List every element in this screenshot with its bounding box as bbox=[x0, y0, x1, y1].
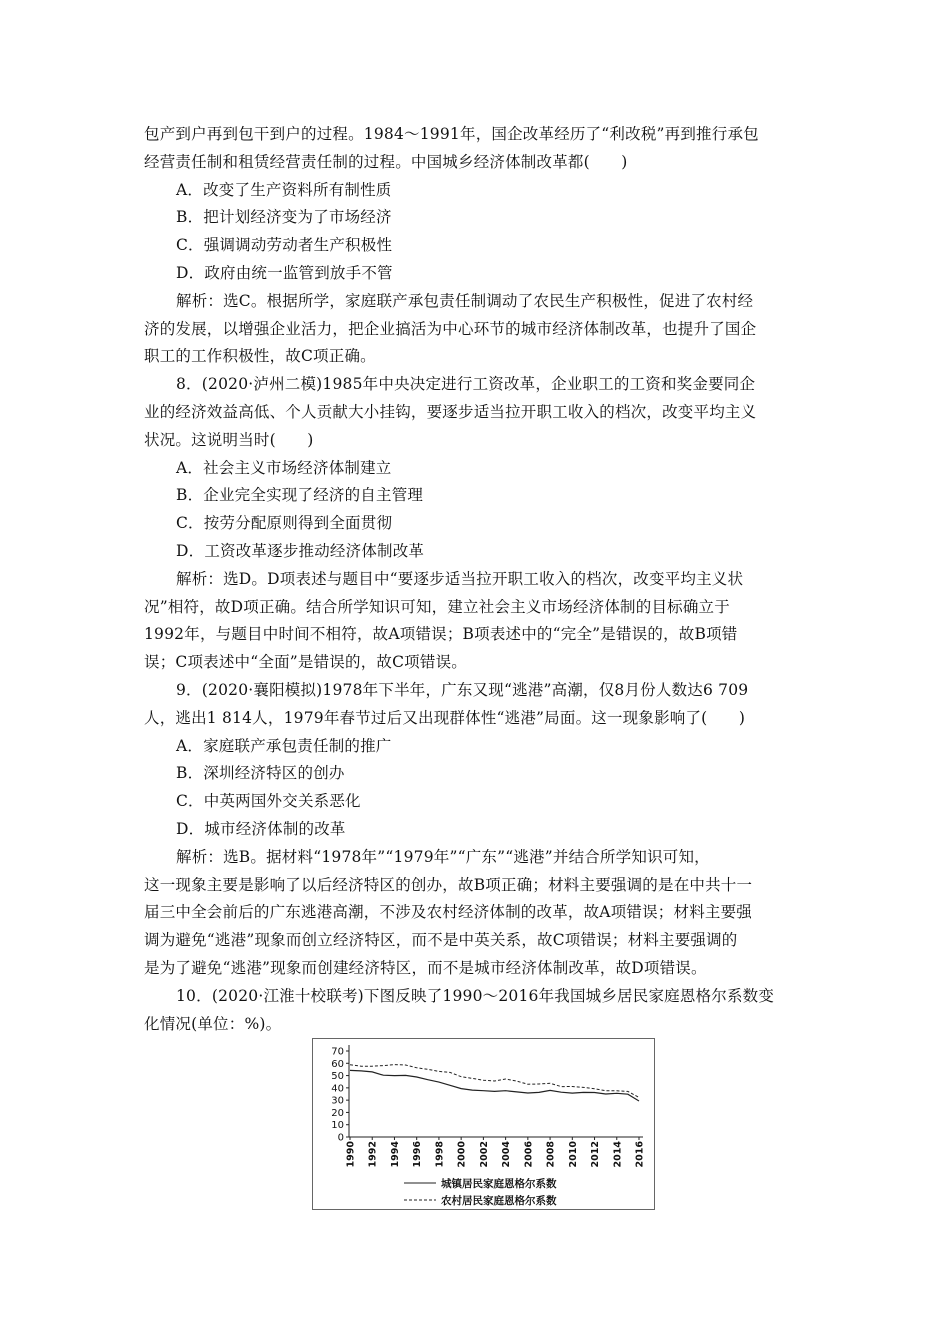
y-tick-label: 0 bbox=[337, 1132, 344, 1144]
text-line: 是为了避免“逃港”现象而创建经济特区，而不是城市经济体制改革，故D项错误。 bbox=[144, 959, 707, 977]
x-tick-label: 2016 bbox=[634, 1141, 646, 1168]
x-tick-label: 2014 bbox=[612, 1141, 624, 1168]
x-tick-label: 2004 bbox=[501, 1141, 513, 1168]
text-line: 化情况(单位：%)。 bbox=[144, 1014, 282, 1033]
y-tick-label: 50 bbox=[331, 1071, 344, 1083]
text-line: 解析：选B。据材料“1978年”“1979年”“广东”“逃港”并结合所学知识可知， bbox=[176, 847, 710, 866]
legend-label-1: 农村居民家庭恩格尔系数 bbox=[441, 1195, 557, 1207]
text-line: B．把计划经济变为了市场经济 bbox=[176, 208, 392, 227]
text-line: 8．(2020·泸州二模)1985年中央决定进行工资改革，企业职工的工资和奖金要同企 bbox=[176, 375, 756, 394]
text-line: 经营责任制和租赁经营责任制的过程。中国城乡经济体制改革都( ) bbox=[144, 152, 628, 171]
x-tick-label: 1996 bbox=[412, 1141, 424, 1168]
text-line: 10．(2020·江淮十校联考)下图反映了1990～2016年我国城乡居民家庭恩格尔系数变 bbox=[176, 986, 775, 1005]
text-line: 解析：选D。D项表述与题目中“要逐步适当拉开职工收入的档次，改变平均主义状 bbox=[176, 569, 744, 588]
text-line: 业的经济效益高低、个人贡献大小挂钩，要逐步适当拉开职工收入的档次，改变平均主义 bbox=[144, 403, 757, 421]
y-tick-label: 40 bbox=[331, 1083, 344, 1095]
text-line: D．城市经济体制的改革 bbox=[176, 820, 346, 838]
chart-legend bbox=[404, 1177, 557, 1207]
series-lines bbox=[350, 1065, 639, 1101]
text-line: 调为避免“逃港”现象而创立经济特区，而不是中英关系，故C项错误；材料主要强调的 bbox=[144, 931, 738, 950]
y-tick-label: 70 bbox=[331, 1046, 344, 1058]
legend-label-0: 城镇居民家庭恩格尔系数 bbox=[441, 1178, 557, 1190]
text-line: 包产到户再到包干到户的过程。1984～1991年，国企改革经历了“利改税”再到推行承包 bbox=[144, 125, 759, 143]
x-axis bbox=[346, 1137, 646, 1167]
text-line: B．深圳经济特区的创办 bbox=[176, 764, 345, 783]
text-line: A．社会主义市场经济体制建立 bbox=[176, 458, 392, 477]
text-line: 1992年，与题目中时间不相符，故A项错误；B项表述中的“完全”是错误的，故B项错 bbox=[144, 625, 738, 644]
text-line: C．强调调动劳动者生产积极性 bbox=[176, 236, 393, 255]
text-line: 职工的工作积极性，故C项正确。 bbox=[144, 347, 376, 366]
engel-coefficient-chart bbox=[312, 1038, 655, 1210]
x-tick-label: 2002 bbox=[478, 1141, 490, 1168]
y-tick-label: 60 bbox=[331, 1058, 344, 1070]
x-tick-label: 1998 bbox=[434, 1141, 446, 1168]
x-tick-label: 2010 bbox=[567, 1141, 579, 1168]
text-line: 况”相符，故D项正确。结合所学知识可知，建立社会主义市场经济体制的目标确立于 bbox=[144, 597, 730, 616]
text-line: 届三中全会前后的广东逃港高潮，不涉及农村经济体制的改革，故A项错误；材料主要强 bbox=[144, 903, 752, 922]
text-line: A．家庭联产承包责任制的推广 bbox=[176, 736, 392, 755]
x-tick-label: 1990 bbox=[345, 1141, 357, 1168]
chart-svg bbox=[313, 1039, 654, 1209]
text-line: 误；C项表述中“全面”是错误的，故C项错误。 bbox=[144, 653, 467, 672]
text-line: 人，逃出1 814人，1979年春节过后又出现群体性“逃港”局面。这一现象影响了( ) bbox=[144, 708, 746, 727]
y-axis bbox=[331, 1045, 349, 1144]
text-line: 状况。这说明当时( ) bbox=[144, 430, 314, 449]
text-line: 济的发展，以增强企业活力，把企业搞活为中心环节的城市经济体制改革，也提升了国企 bbox=[144, 319, 757, 338]
text-line: D．政府由统一监管到放手不管 bbox=[176, 264, 393, 282]
text-line: A．改变了生产资料所有制性质 bbox=[176, 180, 392, 199]
text-line: C．中英两国外交关系恶化 bbox=[176, 792, 361, 811]
y-tick-label: 30 bbox=[331, 1095, 344, 1107]
x-tick-label: 1994 bbox=[389, 1141, 401, 1168]
y-tick-label: 20 bbox=[331, 1107, 344, 1119]
x-tick-label: 2012 bbox=[590, 1141, 602, 1168]
x-tick-label: 1992 bbox=[367, 1141, 379, 1168]
series-line-0 bbox=[350, 1070, 639, 1101]
y-tick-label: 10 bbox=[331, 1120, 344, 1132]
x-tick-label: 2006 bbox=[523, 1141, 535, 1168]
text-line: D．工资改革逐步推动经济体制改革 bbox=[176, 542, 425, 560]
text-line: C．按劳分配原则得到全面贯彻 bbox=[176, 514, 393, 533]
text-line: 9．(2020·襄阳模拟)1978年下半年，广东又现“逃港”高潮，仅8月份人数达6 709 bbox=[176, 681, 749, 699]
text-line: 解析：选C。根据所学，家庭联产承包责任制调动了农民生产积极性，促进了农村经 bbox=[176, 291, 754, 310]
x-tick-label: 2000 bbox=[456, 1141, 468, 1168]
text-line: B．企业完全实现了经济的自主管理 bbox=[176, 486, 424, 505]
x-tick-label: 2008 bbox=[545, 1141, 557, 1168]
text-line: 这一现象主要是影响了以后经济特区的创办，故B项正确；材料主要强调的是在中共十一 bbox=[144, 875, 753, 894]
